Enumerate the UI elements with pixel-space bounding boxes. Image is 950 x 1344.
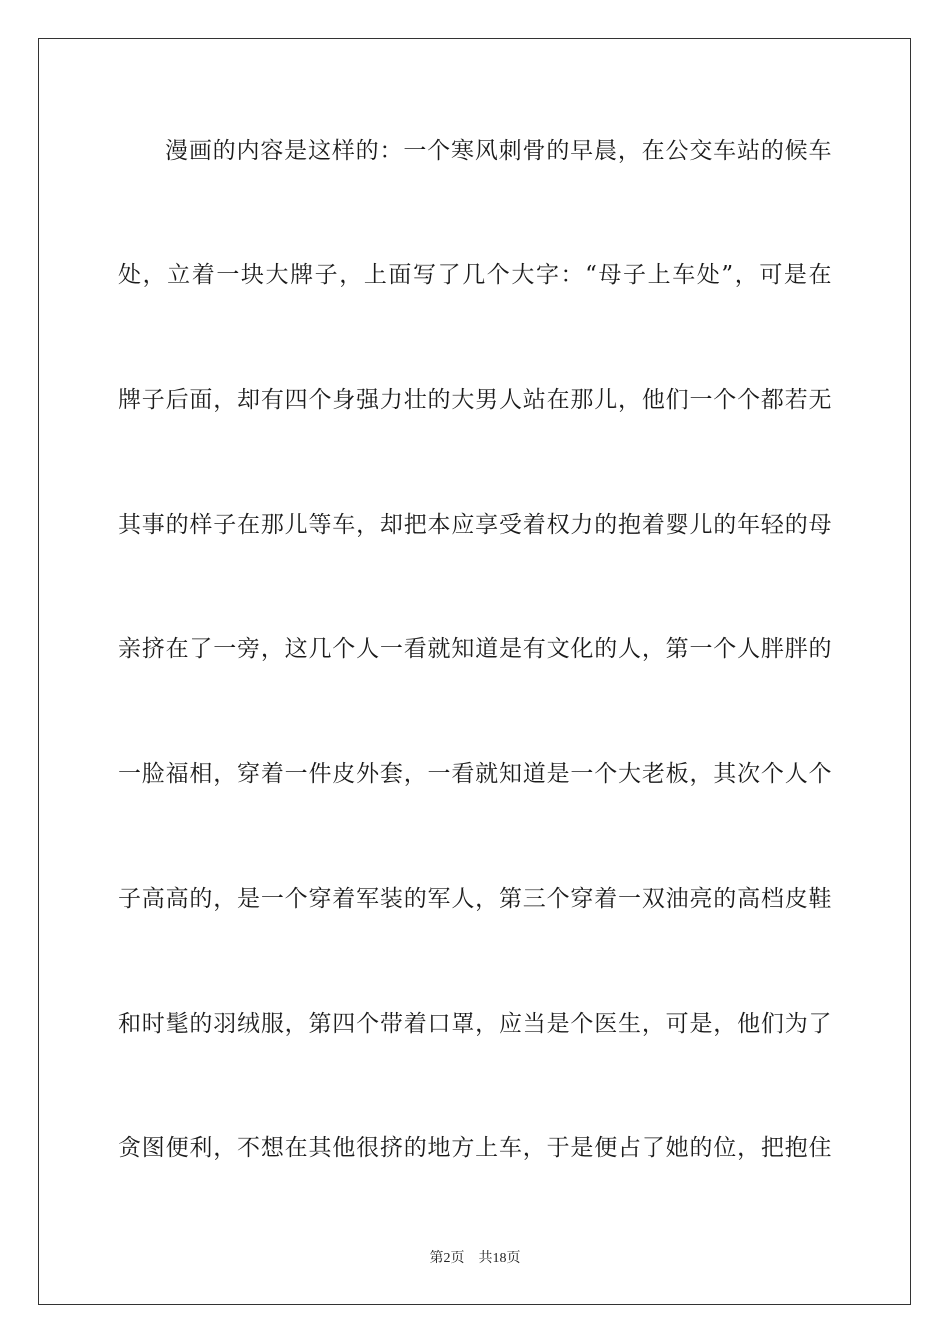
page-border <box>38 38 911 1305</box>
text-line-5: 亲挤在了一旁，这几个人一看就知道是有文化的人，第一个人胖胖的 <box>118 636 832 662</box>
text-line-3: 牌子后面，却有四个身强力壮的大男人站在那儿，他们一个个都若无 <box>118 387 832 413</box>
text-line-1: 漫画的内容是这样的：一个寒风刺骨的早晨，在公交车站的候车 <box>165 138 832 164</box>
text-line-4: 其事的样子在那儿等车，却把本应享受着权力的抱着婴儿的年轻的母 <box>118 512 832 538</box>
text-line-6: 一脸福相，穿着一件皮外套，一看就知道是一个大老板，其次个人个 <box>118 761 832 787</box>
page-footer <box>0 1247 950 1267</box>
text-line-9: 贪图便利，不想在其他很挤的地方上车，于是便占了她的位，把抱住 <box>118 1135 832 1161</box>
text-line-2: 处，立着一块大牌子，上面写了几个大字：“母子上车处”，可是在 <box>118 262 832 288</box>
page-number: 第2页 <box>429 1251 465 1266</box>
text-line-8: 和时髦的羽绒服，第四个带着口罩，应当是个医生，可是，他们为了 <box>118 1011 832 1037</box>
page-total: 共18页 <box>478 1251 521 1266</box>
text-line-7: 子高高的，是一个穿着军装的军人，第三个穿着一双油亮的高档皮鞋 <box>118 886 832 912</box>
